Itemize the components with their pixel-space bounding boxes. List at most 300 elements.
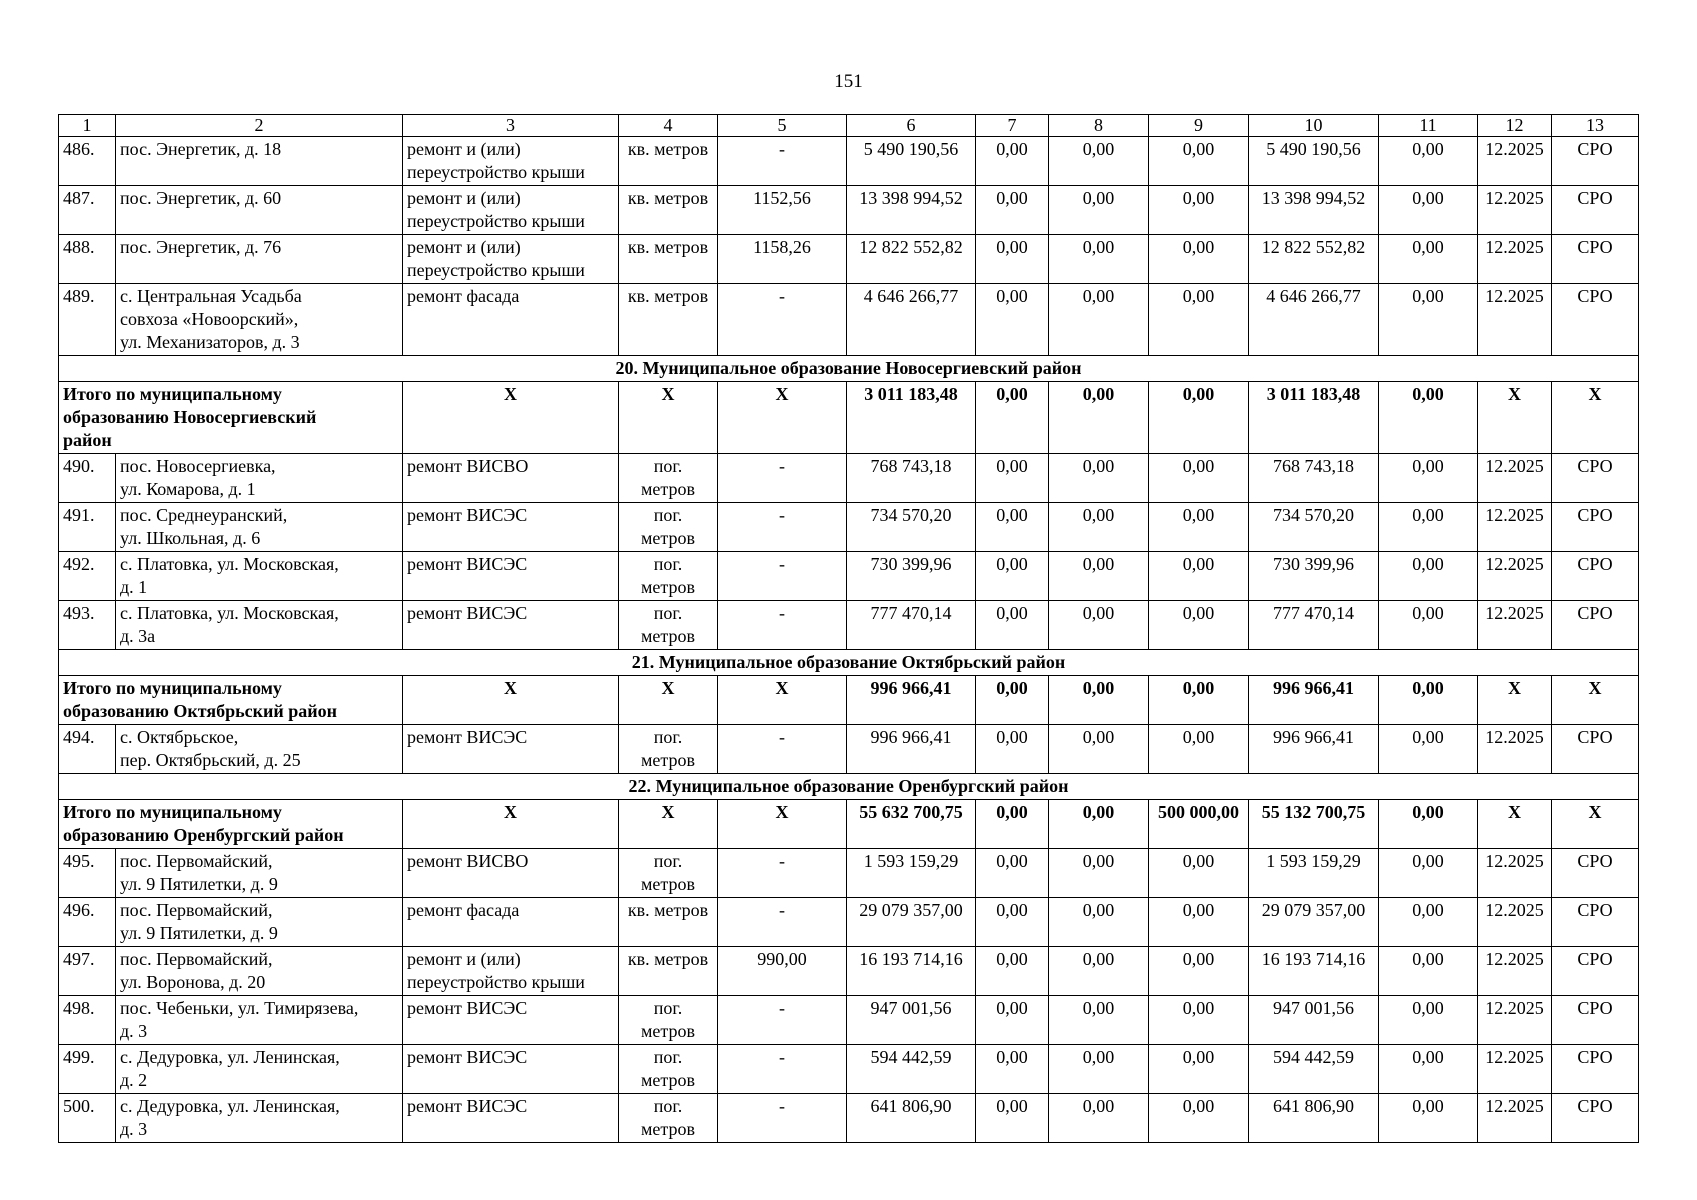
work-type-line: переустройство крыши (407, 211, 585, 231)
address-line: д. 1 (120, 577, 148, 597)
address-cell (116, 996, 403, 1045)
executor: СРО (1552, 898, 1639, 947)
subtotal-value: 500 000,00 (1149, 800, 1249, 849)
unit-cell (619, 284, 718, 356)
subtotal-row (59, 676, 1639, 725)
unit-line: метров (641, 1021, 695, 1041)
row-number: 495. (59, 849, 116, 898)
unit-cell (619, 235, 718, 284)
address-cell (116, 552, 403, 601)
row-number: 493. (59, 601, 116, 650)
address-line: пос. Энергетик, д. 76 (120, 237, 282, 257)
fund-value: 0,00 (1149, 186, 1249, 235)
unit-cell (619, 1094, 718, 1143)
unit-line: метров (641, 528, 695, 548)
fund-value: 0,00 (1149, 601, 1249, 650)
total-cost: 12 822 552,82 (847, 235, 976, 284)
deadline: 12.2025 (1478, 947, 1552, 996)
column-number: 4 (619, 115, 718, 137)
executor: СРО (1552, 186, 1639, 235)
area-value: - (718, 1045, 847, 1094)
fund-value: 0,00 (1049, 186, 1149, 235)
work-type-line: переустройство крыши (407, 972, 585, 992)
address-line: ул. Механизаторов, д. 3 (120, 332, 300, 352)
area-value: - (718, 849, 847, 898)
fund-value: 0,00 (1379, 1045, 1478, 1094)
fund-value: 0,00 (976, 454, 1049, 503)
address-line: пос. Энергетик, д. 60 (120, 188, 282, 208)
section-title: 20. Муниципальное образование Новосергиевский район (59, 356, 1639, 382)
fund-value: 0,00 (976, 503, 1049, 552)
deadline: 12.2025 (1478, 503, 1552, 552)
column-number: 13 (1552, 115, 1639, 137)
executor: СРО (1552, 1094, 1639, 1143)
work-type-line: ремонт и (или) (407, 237, 521, 257)
unit-line: кв. метров (627, 286, 709, 306)
area-value: - (718, 284, 847, 356)
table-row (59, 552, 1639, 601)
address-cell (116, 1094, 403, 1143)
address-cell (116, 1045, 403, 1094)
unit-line: кв. метров (627, 900, 709, 920)
deadline: 12.2025 (1478, 137, 1552, 186)
unit-cell (619, 947, 718, 996)
row-number: 491. (59, 503, 116, 552)
fund-value: 0,00 (1049, 235, 1149, 284)
table-row (59, 284, 1639, 356)
table-row (59, 996, 1639, 1045)
fund-value: 0,00 (1149, 503, 1249, 552)
executor: СРО (1552, 849, 1639, 898)
subtotal-label (59, 676, 403, 725)
row-number: 490. (59, 454, 116, 503)
unit-line: пог. (653, 727, 683, 747)
unit-line: кв. метров (627, 237, 709, 257)
deadline: 12.2025 (1478, 454, 1552, 503)
work-type-cell (403, 552, 619, 601)
unit-line: метров (641, 577, 695, 597)
deadline: 12.2025 (1478, 1045, 1552, 1094)
executor: СРО (1552, 284, 1639, 356)
x-mark: X (403, 382, 619, 454)
subtotal-value: 0,00 (1049, 676, 1149, 725)
fund-value: 0,00 (1149, 235, 1249, 284)
fund-value: 0,00 (976, 235, 1049, 284)
fund-value: 0,00 (1049, 725, 1149, 774)
address-line: с. Центральная Усадьба (120, 286, 302, 306)
address-cell (116, 503, 403, 552)
subtotal-value: 0,00 (1379, 382, 1478, 454)
address-line: пос. Первомайский, (120, 851, 273, 871)
work-type-line: ремонт и (или) (407, 949, 521, 969)
column-number: 5 (718, 115, 847, 137)
work-type-line: ремонт ВИСВО (407, 456, 529, 476)
fund-value: 641 806,90 (1249, 1094, 1379, 1143)
subtotal-label-line: Итого по муниципальному (63, 802, 282, 822)
fund-value: 0,00 (1379, 137, 1478, 186)
column-number: 11 (1379, 115, 1478, 137)
address-line: пос. Чебеньки, ул. Тимирязева, (120, 998, 359, 1018)
subtotal-value: 0,00 (976, 382, 1049, 454)
unit-cell (619, 601, 718, 650)
fund-value: 0,00 (976, 1045, 1049, 1094)
fund-value: 730 399,96 (1249, 552, 1379, 601)
table-row (59, 137, 1639, 186)
address-line: с. Октябрьское, (120, 727, 239, 747)
total-cost: 777 470,14 (847, 601, 976, 650)
work-type-cell (403, 137, 619, 186)
unit-line: пог. (653, 456, 683, 476)
address-line: д. 3 (120, 1119, 148, 1139)
fund-value: 1 593 159,29 (1249, 849, 1379, 898)
fund-value: 594 442,59 (1249, 1045, 1379, 1094)
fund-value: 0,00 (1049, 552, 1149, 601)
fund-value: 0,00 (1149, 137, 1249, 186)
fund-value: 29 079 357,00 (1249, 898, 1379, 947)
fund-value: 0,00 (1379, 849, 1478, 898)
fund-value: 0,00 (1379, 947, 1478, 996)
subtotal-row (59, 382, 1639, 454)
unit-line: пог. (653, 603, 683, 623)
fund-value: 0,00 (1379, 725, 1478, 774)
unit-cell (619, 725, 718, 774)
address-line: с. Дедуровка, ул. Ленинская, (120, 1096, 340, 1116)
fund-value: 0,00 (1149, 1045, 1249, 1094)
total-cost: 1 593 159,29 (847, 849, 976, 898)
address-line: ул. 9 Пятилетки, д. 9 (120, 923, 278, 943)
unit-line: кв. метров (627, 139, 709, 159)
unit-line: пог. (653, 554, 683, 574)
total-cost: 29 079 357,00 (847, 898, 976, 947)
table-row (59, 898, 1639, 947)
work-type-line: переустройство крыши (407, 162, 585, 182)
executor: СРО (1552, 235, 1639, 284)
fund-value: 0,00 (1149, 898, 1249, 947)
fund-value: 0,00 (1149, 552, 1249, 601)
area-value: - (718, 898, 847, 947)
address-line: пос. Первомайский, (120, 900, 273, 920)
unit-cell (619, 849, 718, 898)
executor: СРО (1552, 947, 1639, 996)
work-type-line: ремонт ВИСЭС (407, 998, 528, 1018)
x-mark: X (718, 676, 847, 725)
fund-value: 0,00 (1049, 284, 1149, 356)
table-row (59, 503, 1639, 552)
subtotal-cost: 55 632 700,75 (847, 800, 976, 849)
address-line: ул. Школьная, д. 6 (120, 528, 261, 548)
section-header-row (59, 774, 1639, 800)
capital-repair-table (58, 114, 1639, 1143)
work-type-line: ремонт ВИСЭС (407, 603, 528, 623)
fund-value: 0,00 (1379, 552, 1478, 601)
work-type-cell (403, 898, 619, 947)
x-mark: X (619, 382, 718, 454)
work-type-line: ремонт фасада (407, 900, 520, 920)
unit-cell (619, 454, 718, 503)
fund-value: 0,00 (1379, 601, 1478, 650)
table-row (59, 849, 1639, 898)
row-number: 498. (59, 996, 116, 1045)
subtotal-value: 0,00 (1149, 382, 1249, 454)
total-cost: 641 806,90 (847, 1094, 976, 1143)
fund-value: 0,00 (1379, 186, 1478, 235)
area-value: 990,00 (718, 947, 847, 996)
address-cell (116, 235, 403, 284)
table-row (59, 725, 1639, 774)
subtotal-label-line: район (63, 430, 112, 450)
total-cost: 16 193 714,16 (847, 947, 976, 996)
column-number-row (59, 115, 1639, 137)
executor: СРО (1552, 996, 1639, 1045)
total-cost: 768 743,18 (847, 454, 976, 503)
total-cost: 594 442,59 (847, 1045, 976, 1094)
table-row (59, 601, 1639, 650)
section-title: 21. Муниципальное образование Октябрьский район (59, 650, 1639, 676)
row-number: 486. (59, 137, 116, 186)
area-value: - (718, 137, 847, 186)
deadline: 12.2025 (1478, 235, 1552, 284)
column-number: 12 (1478, 115, 1552, 137)
area-value: - (718, 996, 847, 1045)
area-value: - (718, 1094, 847, 1143)
fund-value: 0,00 (976, 849, 1049, 898)
area-value: 1158,26 (718, 235, 847, 284)
deadline: 12.2025 (1478, 898, 1552, 947)
deadline: 12.2025 (1478, 1094, 1552, 1143)
fund-value: 0,00 (976, 1094, 1049, 1143)
fund-value: 0,00 (976, 552, 1049, 601)
unit-line: метров (641, 479, 695, 499)
column-number: 7 (976, 115, 1049, 137)
address-cell (116, 601, 403, 650)
subtotal-label (59, 800, 403, 849)
subtotal-value: 0,00 (1379, 676, 1478, 725)
subtotal-label-line: Итого по муниципальному (63, 384, 282, 404)
fund-value: 0,00 (1149, 849, 1249, 898)
fund-value: 0,00 (1049, 849, 1149, 898)
x-mark: X (619, 800, 718, 849)
subtotal-label-line: образованию Оренбургский район (63, 825, 344, 845)
fund-value: 0,00 (1049, 503, 1149, 552)
x-mark: X (1552, 800, 1639, 849)
deadline: 12.2025 (1478, 601, 1552, 650)
table-row (59, 454, 1639, 503)
address-line: пос. Новосергиевка, (120, 456, 276, 476)
row-number: 496. (59, 898, 116, 947)
deadline: 12.2025 (1478, 552, 1552, 601)
work-type-line: ремонт и (или) (407, 139, 521, 159)
unit-line: пог. (653, 998, 683, 1018)
row-number: 489. (59, 284, 116, 356)
table-row (59, 235, 1639, 284)
address-cell (116, 947, 403, 996)
column-number: 8 (1049, 115, 1149, 137)
subtotal-value: 0,00 (976, 676, 1049, 725)
work-type-line: ремонт ВИСВО (407, 851, 529, 871)
x-mark: X (1552, 382, 1639, 454)
address-cell (116, 725, 403, 774)
row-number: 492. (59, 552, 116, 601)
fund-value: 0,00 (1379, 454, 1478, 503)
subtotal-label-line: Итого по муниципальному (63, 678, 282, 698)
work-type-line: ремонт фасада (407, 286, 520, 306)
fund-value: 0,00 (1379, 898, 1478, 947)
deadline: 12.2025 (1478, 186, 1552, 235)
executor: СРО (1552, 552, 1639, 601)
row-number: 494. (59, 725, 116, 774)
x-mark: X (718, 382, 847, 454)
fund-value: 734 570,20 (1249, 503, 1379, 552)
unit-cell (619, 552, 718, 601)
address-line: д. 3а (120, 626, 156, 646)
subtotal-value: 0,00 (976, 800, 1049, 849)
address-cell (116, 284, 403, 356)
fund-value: 0,00 (1049, 137, 1149, 186)
row-number: 500. (59, 1094, 116, 1143)
total-cost: 947 001,56 (847, 996, 976, 1045)
fund-value: 0,00 (1049, 1045, 1149, 1094)
column-number: 10 (1249, 115, 1379, 137)
fund-value: 0,00 (1049, 996, 1149, 1045)
fund-value: 768 743,18 (1249, 454, 1379, 503)
unit-line: пог. (653, 1096, 683, 1116)
unit-line: пог. (653, 505, 683, 525)
column-number: 3 (403, 115, 619, 137)
column-number: 2 (116, 115, 403, 137)
x-mark: X (1478, 382, 1552, 454)
total-cost: 734 570,20 (847, 503, 976, 552)
total-cost: 730 399,96 (847, 552, 976, 601)
area-value: - (718, 725, 847, 774)
area-value: - (718, 503, 847, 552)
work-type-line: ремонт ВИСЭС (407, 1096, 528, 1116)
fund-value: 0,00 (1379, 996, 1478, 1045)
executor: СРО (1552, 503, 1639, 552)
fund-value: 0,00 (1049, 454, 1149, 503)
fund-value: 0,00 (1149, 947, 1249, 996)
fund-value: 16 193 714,16 (1249, 947, 1379, 996)
address-line: совхоза «Новоорский», (120, 309, 299, 329)
fund-value: 0,00 (976, 947, 1049, 996)
address-line: пос. Энергетик, д. 18 (120, 139, 282, 159)
unit-line: пог. (653, 1047, 683, 1067)
subtotal-value: 0,00 (1049, 800, 1149, 849)
total-cost: 5 490 190,56 (847, 137, 976, 186)
total-cost: 996 966,41 (847, 725, 976, 774)
address-line: пер. Октябрьский, д. 25 (120, 750, 301, 770)
deadline: 12.2025 (1478, 284, 1552, 356)
fund-value: 0,00 (1379, 284, 1478, 356)
fund-value: 0,00 (976, 996, 1049, 1045)
area-value: - (718, 552, 847, 601)
subtotal-value: 0,00 (1149, 676, 1249, 725)
x-mark: X (619, 676, 718, 725)
executor: СРО (1552, 1045, 1639, 1094)
x-mark: X (1552, 676, 1639, 725)
fund-value: 0,00 (976, 725, 1049, 774)
unit-line: пог. (653, 851, 683, 871)
subtotal-value: 996 966,41 (1249, 676, 1379, 725)
work-type-line: ремонт и (или) (407, 188, 521, 208)
row-number: 487. (59, 186, 116, 235)
page-number: 151 (834, 71, 863, 92)
work-type-line: ремонт ВИСЭС (407, 554, 528, 574)
work-type-line: ремонт ВИСЭС (407, 1047, 528, 1067)
work-type-cell (403, 1045, 619, 1094)
work-type-cell (403, 601, 619, 650)
unit-cell (619, 137, 718, 186)
address-line: с. Платовка, ул. Московская, (120, 603, 339, 623)
x-mark: X (403, 800, 619, 849)
subtotal-cost: 996 966,41 (847, 676, 976, 725)
column-number: 1 (59, 115, 116, 137)
fund-value: 0,00 (1049, 898, 1149, 947)
fund-value: 12 822 552,82 (1249, 235, 1379, 284)
fund-value: 947 001,56 (1249, 996, 1379, 1045)
subtotal-value: 3 011 183,48 (1249, 382, 1379, 454)
subtotal-label-line: образованию Октябрьский район (63, 701, 338, 721)
deadline: 12.2025 (1478, 996, 1552, 1045)
subtotal-value: 0,00 (1049, 382, 1149, 454)
unit-line: метров (641, 750, 695, 770)
fund-value: 4 646 266,77 (1249, 284, 1379, 356)
unit-cell (619, 503, 718, 552)
address-cell (116, 186, 403, 235)
executor: СРО (1552, 601, 1639, 650)
executor: СРО (1552, 725, 1639, 774)
subtotal-value: 55 132 700,75 (1249, 800, 1379, 849)
fund-value: 13 398 994,52 (1249, 186, 1379, 235)
fund-value: 0,00 (1049, 601, 1149, 650)
address-line: ул. Воронова, д. 20 (120, 972, 266, 992)
fund-value: 0,00 (1379, 1094, 1478, 1143)
row-number: 499. (59, 1045, 116, 1094)
address-line: пос. Первомайский, (120, 949, 273, 969)
area-value: - (718, 601, 847, 650)
address-line: пос. Среднеуранский, (120, 505, 288, 525)
column-number: 6 (847, 115, 976, 137)
work-type-cell (403, 235, 619, 284)
table-row (59, 186, 1639, 235)
table-row (59, 947, 1639, 996)
address-line: д. 2 (120, 1070, 148, 1090)
fund-value: 0,00 (976, 186, 1049, 235)
fund-value: 0,00 (976, 898, 1049, 947)
fund-value: 0,00 (1149, 454, 1249, 503)
work-type-cell (403, 947, 619, 996)
x-mark: X (718, 800, 847, 849)
fund-value: 0,00 (976, 601, 1049, 650)
fund-value: 0,00 (1149, 996, 1249, 1045)
table-row (59, 1094, 1639, 1143)
unit-line: метров (641, 1070, 695, 1090)
fund-value: 0,00 (1049, 1094, 1149, 1143)
work-type-line: ремонт ВИСЭС (407, 505, 528, 525)
total-cost: 13 398 994,52 (847, 186, 976, 235)
address-cell (116, 898, 403, 947)
work-type-cell (403, 284, 619, 356)
work-type-cell (403, 849, 619, 898)
work-type-line: ремонт ВИСЭС (407, 727, 528, 747)
unit-line: кв. метров (627, 949, 709, 969)
row-number: 497. (59, 947, 116, 996)
fund-value: 996 966,41 (1249, 725, 1379, 774)
subtotal-value: 0,00 (1379, 800, 1478, 849)
subtotal-label (59, 382, 403, 454)
unit-line: метров (641, 1119, 695, 1139)
fund-value: 0,00 (1149, 725, 1249, 774)
unit-cell (619, 186, 718, 235)
